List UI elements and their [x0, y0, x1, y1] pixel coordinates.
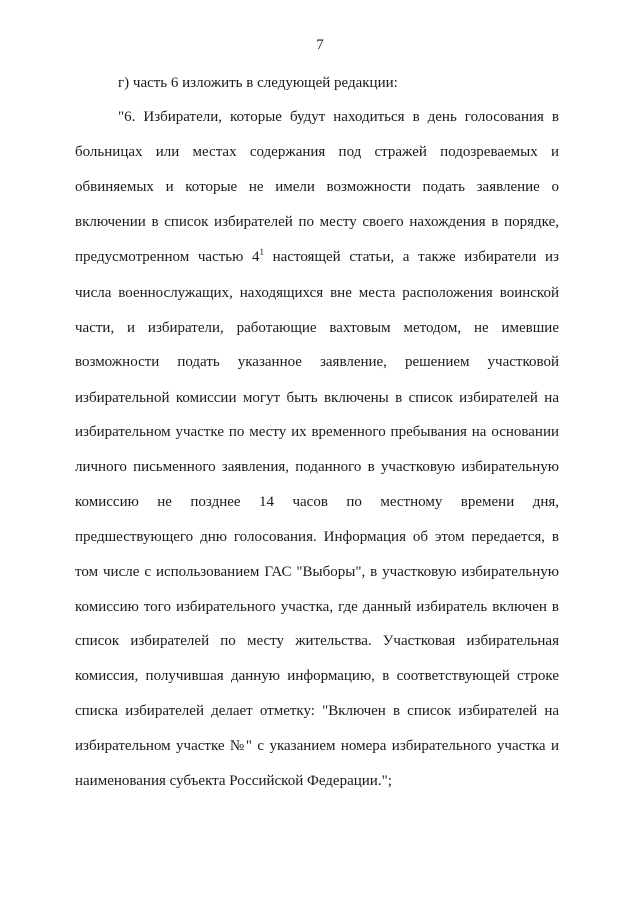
text-line: список избирателей по месту жительства. Участковая избирательная [75, 633, 559, 649]
text-line-final: наименования субъекта Российской Федерации."; [75, 773, 392, 789]
text-segment: настоящей статьи, а также избиратели из [263, 249, 559, 265]
text-line: избирательной комиссии могут быть включены в список избирателей на [75, 390, 559, 406]
page-number: 7 [316, 37, 324, 53]
text-line: предшествующего дню голосования. Информация об этом передается, в [75, 529, 559, 545]
text-line: избирательном участке №" с указанием номера избирательного участка и [75, 738, 559, 754]
text-line: комиссию того избирательного участка, где данный избиратель включен в [75, 599, 559, 615]
text-line: больницах или местах содержания под стражей подозреваемых и [75, 144, 559, 160]
text-line: числа военнослужащих, находящихся вне места расположения воинской [75, 285, 559, 301]
text-line: том числе с использованием ГАС "Выборы", в участковую избирательную [75, 564, 559, 580]
text-line: включении в список избирателей по месту своего нахождения в порядке, [75, 214, 559, 230]
text-line: списка избирателей делает отметку: "Включен в список избирателей на [75, 703, 559, 719]
superscript: 1 [259, 247, 264, 257]
paragraph-intro-line: г) часть 6 изложить в следующей редакции: [118, 75, 398, 91]
text-line: возможности подать указанное заявление, решением участковой [75, 354, 559, 370]
text-line-with-superscript [75, 248, 559, 266]
text-line: обвиняемых и которые не имели возможности подать заявление о [75, 179, 559, 195]
text-line: избирательном участке по месту их временного пребывания на основании [75, 424, 559, 440]
text-line: комиссию не позднее 14 часов по местному времени дня, [75, 494, 559, 510]
text-line: части, и избиратели, работающие вахтовым методом, не имевшие [75, 320, 559, 336]
text-segment: предусмотренном частью 4 [75, 249, 260, 265]
text-line: личного письменного заявления, поданного в участковую избирательную [75, 459, 559, 475]
text-line: "6. Избиратели, которые будут находиться в день голосования в [118, 109, 559, 125]
text-line: комиссия, получившая данную информацию, в соответствующей строке [75, 668, 559, 684]
